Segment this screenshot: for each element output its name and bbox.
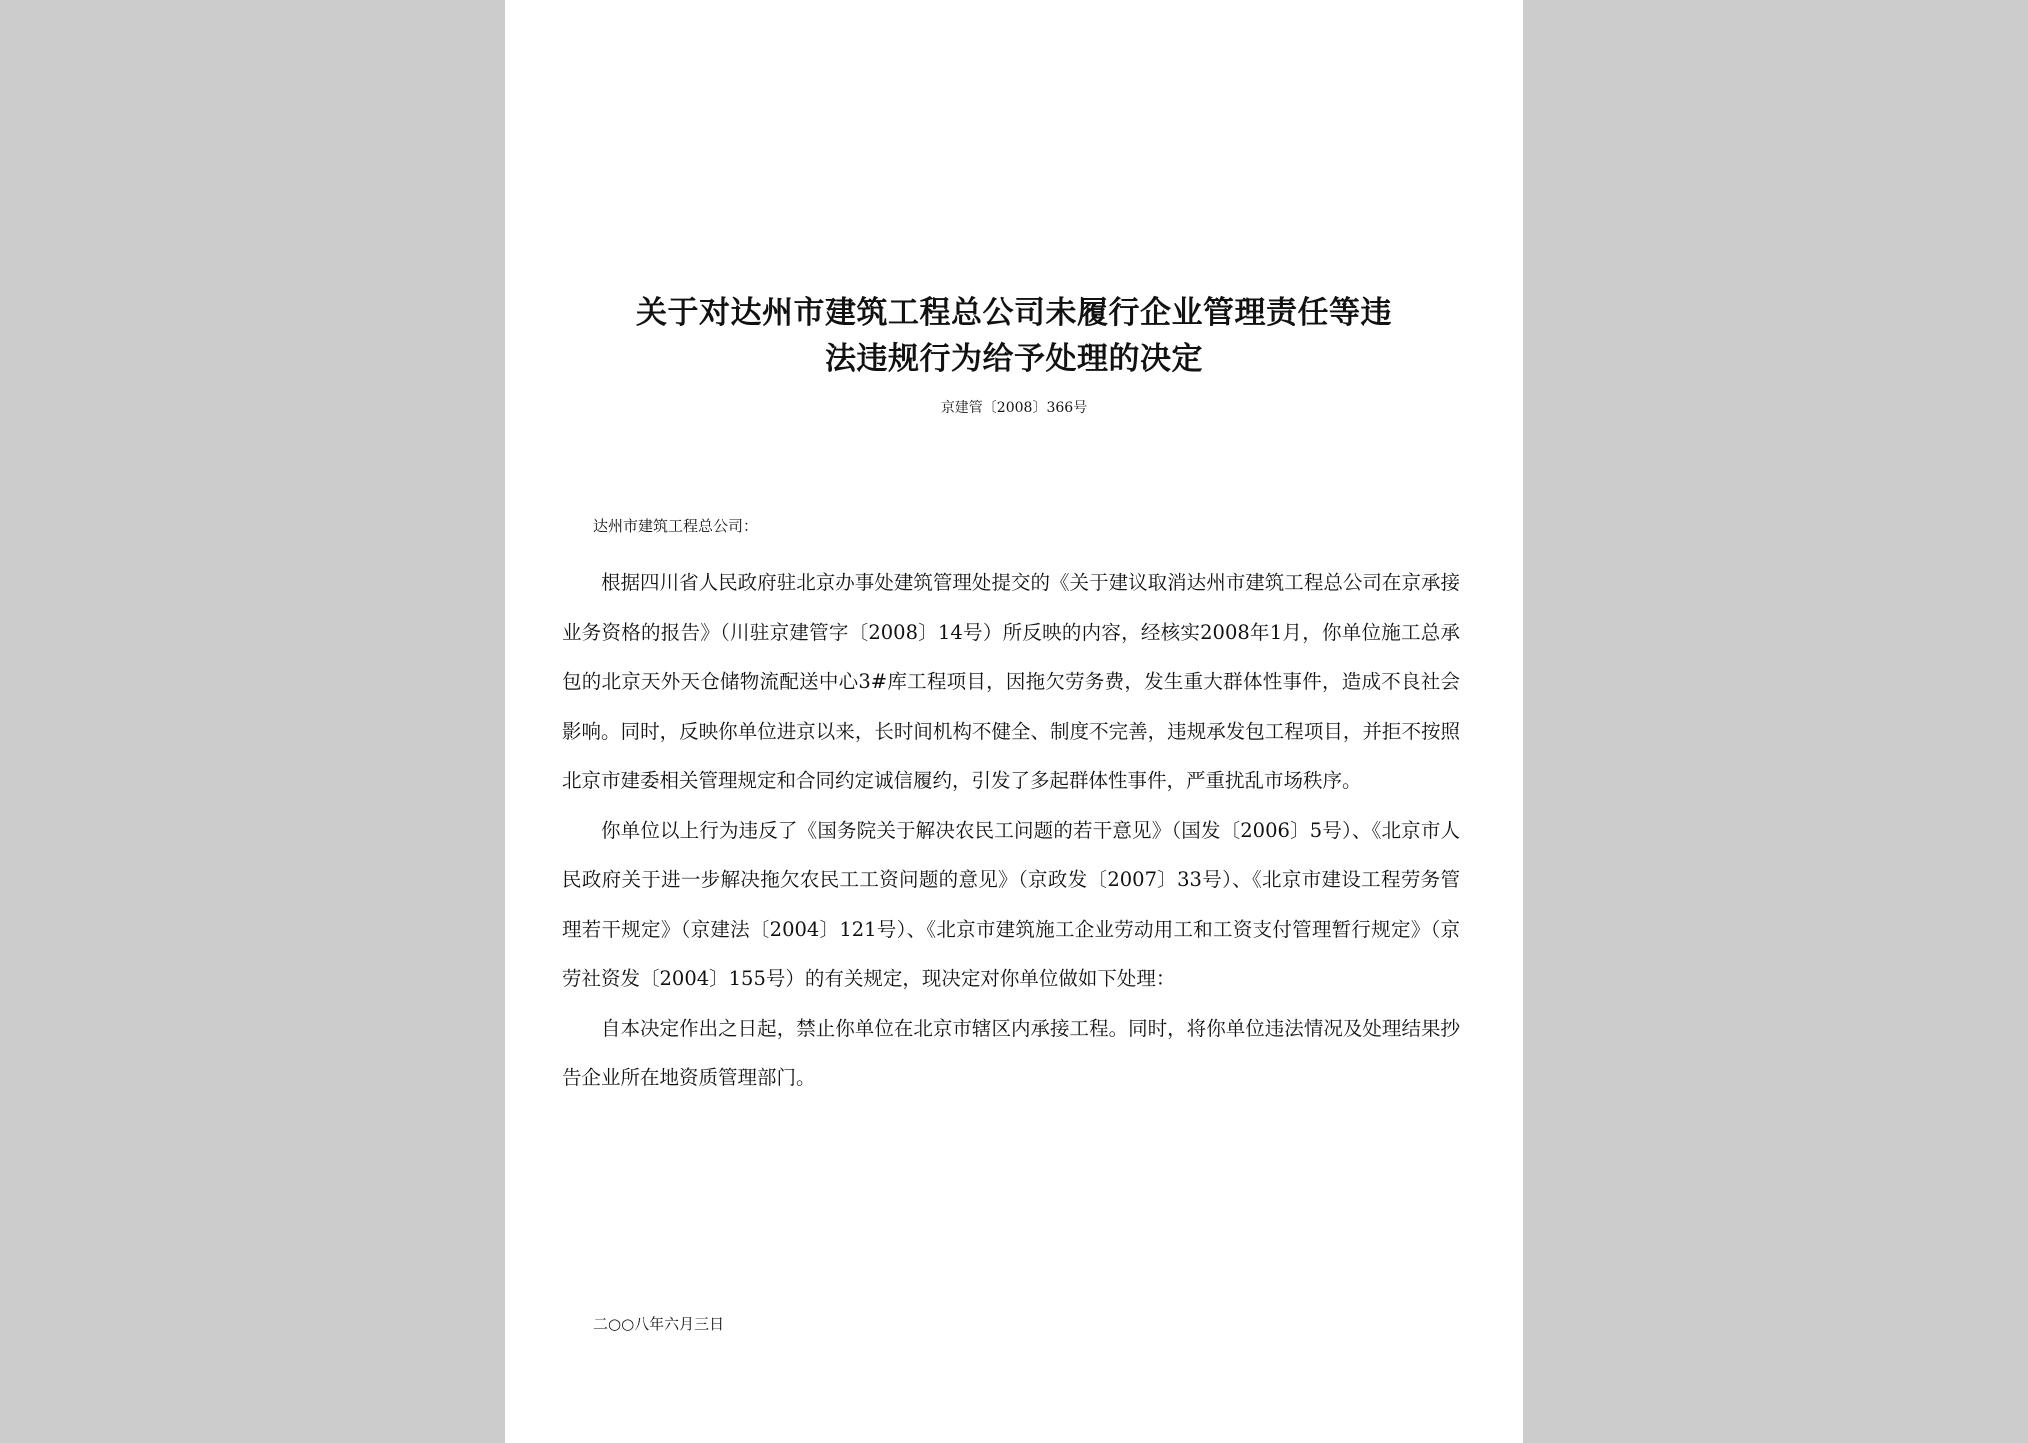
- salutation: 达州市建筑工程总公司：: [593, 517, 759, 535]
- paragraph-1: 根据四川省人民政府驻北京办事处建筑管理处提交的《关于建议取消达州市建筑工程总公司在京承接业务资格的报告》（川驻京建管字〔2008〕14号）所反映的内容，经核实2008年1月，你单位施工总承包的北京天外天仓储物流配送中心3#库工程项目，因拖欠劳务费，发生重大群体性事件，造成不良社会影响。同时，反映你单位进京以来，长时间机构不健全、制度不完善，违规承发包工程项目，并拒不按照北京市建委相关管理规定和合同约定诚信履约，引发了多起群体性事件，严重扰乱市场秩序。: [562, 571, 1460, 792]
- document-date: 二○○八年六月三日: [593, 1315, 725, 1333]
- document-title: [505, 290, 1523, 382]
- title-line-1: 关于对达州市建筑工程总公司未履行企业管理责任等违: [636, 295, 1392, 331]
- title-line-2: 法违规行为给予处理的决定: [825, 341, 1203, 377]
- document-page: [505, 0, 1523, 1443]
- paragraph-3: 自本决定作出之日起，禁止你单位在北京市辖区内承接工程。同时，将你单位违法情况及处理结果抄告企业所在地资质管理部门。: [562, 1016, 1460, 1089]
- paragraph-2: 你单位以上行为违反了《国务院关于解决农民工问题的若干意见》（国发〔2006〕5号）、《北京市人民政府关于进一步解决拖欠农民工工资问题的意见》（京政发〔2007〕33号）、《北京市建设工程劳务管理若干规定》（京建法〔2004〕121号）、《北京市建筑施工企业劳动用工和工资支付管理暂行规定》（京劳社资发〔2004〕155号）的有关规定，现决定对你单位做如下处理：: [562, 818, 1460, 990]
- document-body: [562, 558, 1460, 1103]
- document-number: 京建管〔2008〕366号: [940, 400, 1088, 416]
